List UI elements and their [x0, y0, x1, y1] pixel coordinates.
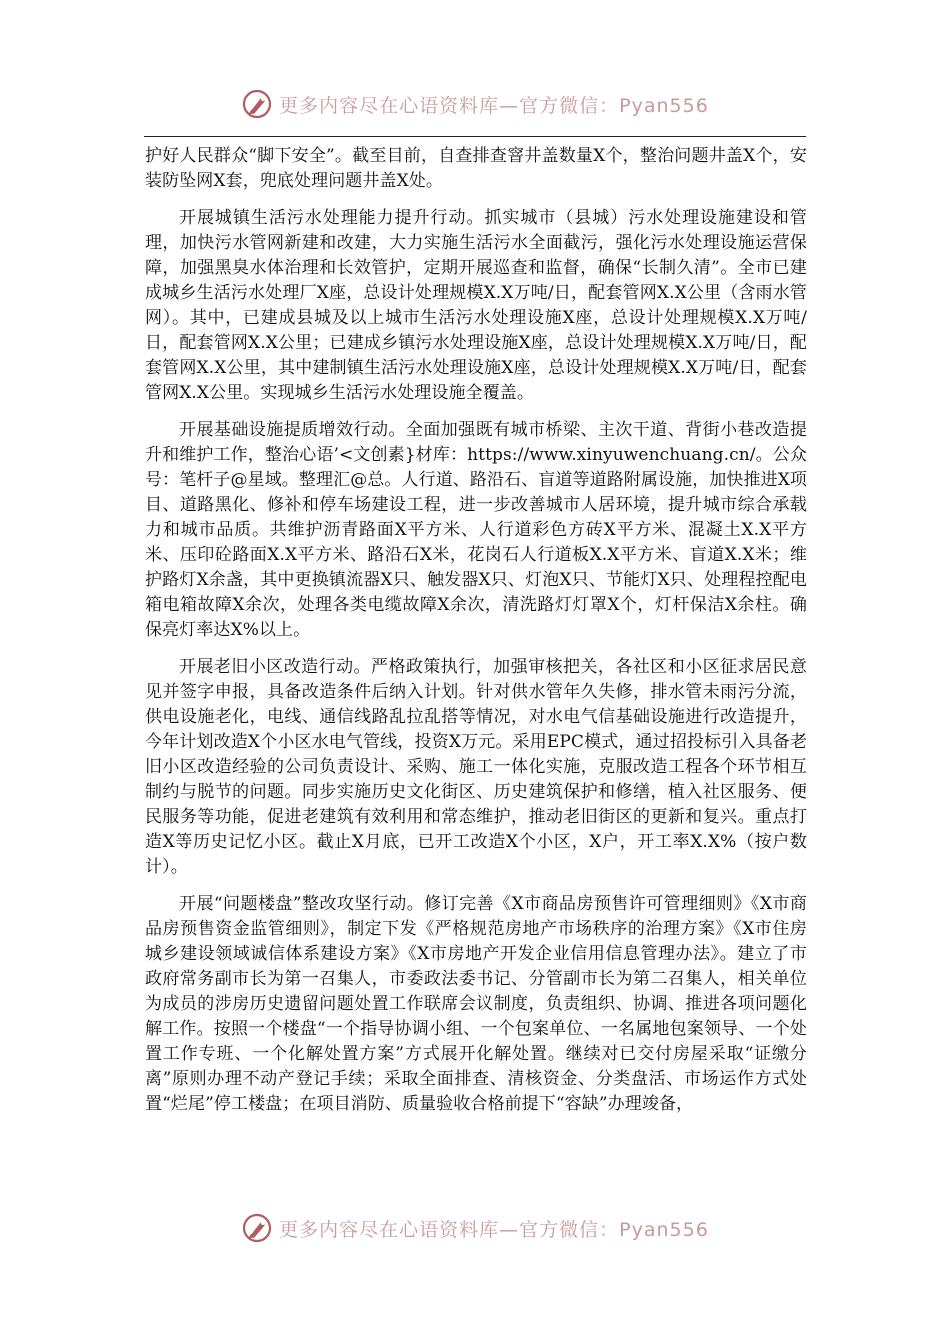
- header-banner-text: 更多内容尽在心语资料库—官方微信：Pyan556: [279, 94, 709, 117]
- paragraph: 开展“问题楼盘”整改攻坚行动。修订完善《X市商品房预售许可管理细则》《X市商品房预售资金监管细则》，制定下发《严格规范房地产市场秩序的治理方案》《X市住房城乡建设领域诚信体系建设方案》《X市房地产开发企业信用信息管理办法》。建立了市政府常务副市长为第一召集人，市委政法委书记、分管副市长为第二召集人，相关单位为成员的涉房历史遗留问题处置工作联席会议制度，负责组织、协调、推进各项问题化解工作。按照一个楼盘“一个指导协调小组、一个包案单位、一名属地包案领导、一个处置工作专班、一个化解处置方案”方式展开化解处置。继续对已交付房屋采取“证缴分离”原则办理不动产登记手续；采取全面排查、清核资金、分类盘活、市场运作方式处置“烂尾”停工楼盘；在项目消防、质量验收合格前提下“容缺”办理竣备，: [145, 894, 807, 1114]
- paragraph: 开展基础设施提质增效行动。全面加强既有城市桥梁、主次干道、背街小巷改造提升和维护工作，整治心语’<文创素}材库：https://www.xinyuwenchuang.cn/。公众号：笔杆子@星域。整理汇@总。人行道、路沿石、盲道等道路附属设施，加快推进X项目、道路黑化、修补和停车场建设工程，进一步改善城市人居环境，提升城市综合承载力和城市品质。共维护沥青路面X平方米、人行道彩色方砖X平方米、混凝土X.X平方米、压印砼路面X.X平方米、路沿石X米，花岗石人行道板X.X平方米、盲道X.X米；维护路灯X余盏，其中更换镇流器X只、触发器X只、灯泡X只、节能灯X只、处理程控配电箱电箱故障X余次，处理各类电缆故障X余次，清洗路灯灯罩X个，灯杆保洁X余柱。确保亮灯率达X%以上。: [145, 420, 808, 640]
- header-divider: [144, 136, 806, 137]
- document-body: [145, 144, 807, 1129]
- footer-banner-text: 更多内容尽在心语资料库—官方微信：Pyan556: [279, 1218, 709, 1241]
- paragraph: 开展城镇生活污水处理能力提升行动。抓实城市（县城）污水处理设施建设和管理，加快污水管网新建和改建，大力实施生活污水全面截污，强化污水处理设施运营保障，加强黑臭水体治理和长效管护，定期开展巡查和监督，确保“长制久清”。全市已建成城乡生活污水处理厂X座，总设计处理规模X.X万吨/日，配套管网X.X公里（含雨水管网）。其中，已建成县城及以上城市生活污水处理设施X座，总设计处理规模X.X万吨/日，配套管网X.X公里；已建成乡镇污水处理设施X座，总设计处理规模X.X万吨/日，配套管网X.X公里，其中建制镇生活污水处理设施X座，总设计处理规模X.X万吨/日，配套管网X.X公里。实现城乡生活污水处理设施全覆盖。: [145, 208, 807, 403]
- paragraph: 护好人民群众“脚下安全”。截至目前，自查排查窨井盖数量X个，整治问题井盖X个，安装防坠网X套，兜底处理问题井盖X处。: [145, 146, 807, 191]
- pen-nib-logo-icon: [241, 88, 273, 120]
- paragraph: 开展老旧小区改造行动。严格政策执行，加强审核把关，各社区和小区征求居民意见并签字申报，具备改造条件后纳入计划。针对供水管年久失修，排水管未雨污分流，供电设施老化，电线、通信线路乱拉乱搭等情况，对水电气信基础设施进行改造提升，今年计划改造X个小区水电气管线，投资X万元。采用EPC模式，通过招投标引入具备老旧小区改造经验的公司负责设计、采购、施工一体化实施，克服改造工程各个环节相互制约与脱节的问题。同步实施历史文化街区、历史建筑保护和修缮，植入社区服务、便民服务等功能，促进老建筑有效利用和常态维护，推动老旧街区的更新和复兴。重点打造X等历史记忆小区。截止X月底，已开工改造X个小区，X户，开工率X.X%（按户数计）。: [145, 657, 807, 877]
- header-banner: [0, 84, 950, 124]
- footer-banner: [0, 1208, 950, 1248]
- pen-nib-logo-icon: [241, 1212, 273, 1244]
